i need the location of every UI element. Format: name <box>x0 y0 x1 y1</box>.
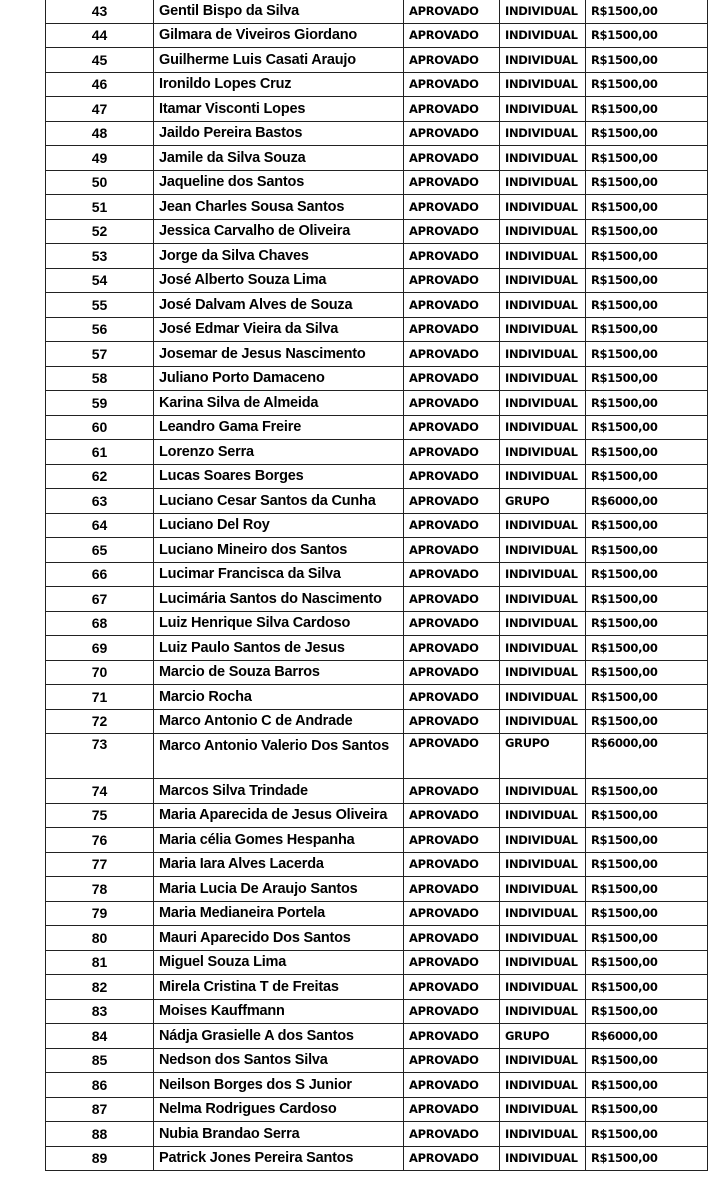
applicant-name: Maria Iara Alves Lacerda <box>154 852 404 877</box>
row-number: 75 <box>46 803 154 828</box>
category-cell: INDIVIDUAL <box>500 415 586 440</box>
applicant-name: Lorenzo Serra <box>154 440 404 465</box>
amount-cell: R$1500,00 <box>586 852 708 877</box>
table-row <box>46 23 708 48</box>
amount-cell: R$1500,00 <box>586 0 708 23</box>
category-cell: INDIVIDUAL <box>500 779 586 804</box>
amount-cell: R$1500,00 <box>586 999 708 1024</box>
table-row <box>46 1122 708 1147</box>
category-cell: INDIVIDUAL <box>500 852 586 877</box>
row-number: 45 <box>46 48 154 73</box>
amount-cell: R$1500,00 <box>586 709 708 734</box>
status-cell: APROVADO <box>404 342 500 367</box>
category-cell: INDIVIDUAL <box>500 587 586 612</box>
applicant-name: Maria Medianeira Portela <box>154 901 404 926</box>
amount-cell: R$1500,00 <box>586 72 708 97</box>
row-number: 80 <box>46 926 154 951</box>
table-row <box>46 538 708 563</box>
row-number: 86 <box>46 1073 154 1098</box>
applicant-name: José Alberto Souza Lima <box>154 268 404 293</box>
category-cell: INDIVIDUAL <box>500 999 586 1024</box>
amount-cell: R$1500,00 <box>586 415 708 440</box>
amount-cell: R$1500,00 <box>586 170 708 195</box>
amount-cell: R$6000,00 <box>586 1024 708 1049</box>
category-cell: INDIVIDUAL <box>500 219 586 244</box>
category-cell: INDIVIDUAL <box>500 440 586 465</box>
applicant-name: Maria Lucia De Araujo Santos <box>154 877 404 902</box>
applicant-name: Marcio Rocha <box>154 685 404 710</box>
row-number: 54 <box>46 268 154 293</box>
category-cell: INDIVIDUAL <box>500 660 586 685</box>
category-cell: INDIVIDUAL <box>500 828 586 853</box>
applicant-name: Itamar Visconti Lopes <box>154 97 404 122</box>
status-cell: APROVADO <box>404 779 500 804</box>
status-cell: APROVADO <box>404 877 500 902</box>
table-row <box>46 1048 708 1073</box>
status-cell: APROVADO <box>404 999 500 1024</box>
category-cell: INDIVIDUAL <box>500 685 586 710</box>
row-number: 74 <box>46 779 154 804</box>
category-cell: INDIVIDUAL <box>500 950 586 975</box>
status-cell: APROVADO <box>404 293 500 318</box>
applicant-name: Jaqueline dos Santos <box>154 170 404 195</box>
amount-cell: R$1500,00 <box>586 1048 708 1073</box>
status-cell: APROVADO <box>404 611 500 636</box>
amount-cell: R$1500,00 <box>586 317 708 342</box>
applicant-name: Patrick Jones Pereira Santos <box>154 1146 404 1171</box>
amount-cell: R$1500,00 <box>586 1097 708 1122</box>
status-cell: APROVADO <box>404 440 500 465</box>
amount-cell: R$1500,00 <box>586 121 708 146</box>
category-cell: INDIVIDUAL <box>500 48 586 73</box>
category-cell: INDIVIDUAL <box>500 1122 586 1147</box>
category-cell: INDIVIDUAL <box>500 636 586 661</box>
row-number: 64 <box>46 513 154 538</box>
table-row <box>46 926 708 951</box>
status-cell: APROVADO <box>404 146 500 171</box>
row-number: 60 <box>46 415 154 440</box>
applicant-name: Mauri Aparecido Dos Santos <box>154 926 404 951</box>
row-number: 76 <box>46 828 154 853</box>
table-row <box>46 877 708 902</box>
table-row <box>46 464 708 489</box>
amount-cell: R$1500,00 <box>586 636 708 661</box>
row-number: 78 <box>46 877 154 902</box>
status-cell: APROVADO <box>404 685 500 710</box>
status-cell: APROVADO <box>404 926 500 951</box>
amount-cell: R$1500,00 <box>586 268 708 293</box>
table-row <box>46 950 708 975</box>
row-number: 48 <box>46 121 154 146</box>
table-row <box>46 195 708 220</box>
row-number: 66 <box>46 562 154 587</box>
amount-cell: R$1500,00 <box>586 779 708 804</box>
table-row <box>46 146 708 171</box>
category-cell: INDIVIDUAL <box>500 195 586 220</box>
applicant-name: Nedson dos Santos Silva <box>154 1048 404 1073</box>
category-cell: INDIVIDUAL <box>500 513 586 538</box>
row-number: 55 <box>46 293 154 318</box>
table-row <box>46 513 708 538</box>
category-cell: INDIVIDUAL <box>500 538 586 563</box>
applicant-name: Gilmara de Viveiros Giordano <box>154 23 404 48</box>
applicant-name: Lucimar Francisca da Silva <box>154 562 404 587</box>
applicant-name: Marco Antonio Valerio Dos Santos <box>154 734 404 779</box>
applicant-name: Jessica Carvalho de Oliveira <box>154 219 404 244</box>
table-row <box>46 219 708 244</box>
amount-cell: R$1500,00 <box>586 1073 708 1098</box>
category-cell: INDIVIDUAL <box>500 342 586 367</box>
row-number: 84 <box>46 1024 154 1049</box>
table-row <box>46 489 708 514</box>
category-cell: INDIVIDUAL <box>500 975 586 1000</box>
category-cell: INDIVIDUAL <box>500 611 586 636</box>
applicant-name: Marco Antonio C de Andrade <box>154 709 404 734</box>
row-number: 46 <box>46 72 154 97</box>
status-cell: APROVADO <box>404 901 500 926</box>
category-cell: INDIVIDUAL <box>500 72 586 97</box>
status-cell: APROVADO <box>404 72 500 97</box>
status-cell: APROVADO <box>404 391 500 416</box>
row-number: 69 <box>46 636 154 661</box>
applicant-name: Moises Kauffmann <box>154 999 404 1024</box>
category-cell: INDIVIDUAL <box>500 464 586 489</box>
row-number: 67 <box>46 587 154 612</box>
table-row <box>46 901 708 926</box>
status-cell: APROVADO <box>404 513 500 538</box>
category-cell: GRUPO <box>500 489 586 514</box>
amount-cell: R$1500,00 <box>586 926 708 951</box>
category-cell: INDIVIDUAL <box>500 709 586 734</box>
category-cell: INDIVIDUAL <box>500 97 586 122</box>
table-row <box>46 342 708 367</box>
amount-cell: R$1500,00 <box>586 685 708 710</box>
table-row <box>46 268 708 293</box>
row-number: 73 <box>46 734 154 779</box>
status-cell: APROVADO <box>404 950 500 975</box>
status-cell: APROVADO <box>404 23 500 48</box>
category-cell: INDIVIDUAL <box>500 926 586 951</box>
row-number: 62 <box>46 464 154 489</box>
status-cell: APROVADO <box>404 268 500 293</box>
status-cell: APROVADO <box>404 170 500 195</box>
results-table-body <box>46 0 708 1171</box>
row-number: 50 <box>46 170 154 195</box>
amount-cell: R$1500,00 <box>586 587 708 612</box>
amount-cell: R$1500,00 <box>586 293 708 318</box>
amount-cell: R$1500,00 <box>586 828 708 853</box>
category-cell: INDIVIDUAL <box>500 562 586 587</box>
status-cell: APROVADO <box>404 121 500 146</box>
category-cell: INDIVIDUAL <box>500 317 586 342</box>
amount-cell: R$1500,00 <box>586 877 708 902</box>
amount-cell: R$1500,00 <box>586 195 708 220</box>
category-cell: INDIVIDUAL <box>500 268 586 293</box>
category-cell: INDIVIDUAL <box>500 293 586 318</box>
applicant-name: Neilson Borges dos S Junior <box>154 1073 404 1098</box>
applicant-name: Gentil Bispo da Silva <box>154 0 404 23</box>
status-cell: APROVADO <box>404 538 500 563</box>
status-cell: APROVADO <box>404 828 500 853</box>
row-number: 63 <box>46 489 154 514</box>
status-cell: APROVADO <box>404 803 500 828</box>
applicant-name: Jorge da Silva Chaves <box>154 244 404 269</box>
category-cell: INDIVIDUAL <box>500 1097 586 1122</box>
table-row <box>46 391 708 416</box>
row-number: 53 <box>46 244 154 269</box>
table-row <box>46 1073 708 1098</box>
row-number: 56 <box>46 317 154 342</box>
applicant-name: Luiz Henrique Silva Cardoso <box>154 611 404 636</box>
status-cell: APROVADO <box>404 1048 500 1073</box>
applicant-name: Miguel Souza Lima <box>154 950 404 975</box>
category-cell: INDIVIDUAL <box>500 146 586 171</box>
row-number: 71 <box>46 685 154 710</box>
amount-cell: R$1500,00 <box>586 562 708 587</box>
status-cell: APROVADO <box>404 317 500 342</box>
amount-cell: R$1500,00 <box>586 513 708 538</box>
table-row <box>46 562 708 587</box>
status-cell: APROVADO <box>404 852 500 877</box>
table-row <box>46 440 708 465</box>
category-cell: INDIVIDUAL <box>500 366 586 391</box>
table-row <box>46 1024 708 1049</box>
category-cell: INDIVIDUAL <box>500 121 586 146</box>
applicant-name: Ironildo Lopes Cruz <box>154 72 404 97</box>
applicant-name: Luciano Mineiro dos Santos <box>154 538 404 563</box>
row-number: 49 <box>46 146 154 171</box>
row-number: 65 <box>46 538 154 563</box>
row-number: 70 <box>46 660 154 685</box>
category-cell: INDIVIDUAL <box>500 391 586 416</box>
table-row <box>46 852 708 877</box>
table-row <box>46 48 708 73</box>
row-number: 44 <box>46 23 154 48</box>
table-row <box>46 685 708 710</box>
table-row <box>46 170 708 195</box>
table-row <box>46 1146 708 1171</box>
row-number: 85 <box>46 1048 154 1073</box>
applicant-name: Nelma Rodrigues Cardoso <box>154 1097 404 1122</box>
category-cell: GRUPO <box>500 1024 586 1049</box>
amount-cell: R$1500,00 <box>586 1146 708 1171</box>
table-row <box>46 72 708 97</box>
status-cell: APROVADO <box>404 244 500 269</box>
table-row <box>46 293 708 318</box>
amount-cell: R$1500,00 <box>586 146 708 171</box>
row-number: 59 <box>46 391 154 416</box>
category-cell: INDIVIDUAL <box>500 1073 586 1098</box>
applicant-name: Nádja Grasielle A dos Santos <box>154 1024 404 1049</box>
amount-cell: R$1500,00 <box>586 48 708 73</box>
category-cell: INDIVIDUAL <box>500 1146 586 1171</box>
applicant-name: José Edmar Vieira da Silva <box>154 317 404 342</box>
table-row <box>46 636 708 661</box>
table-row <box>46 587 708 612</box>
row-number: 88 <box>46 1122 154 1147</box>
amount-cell: R$1500,00 <box>586 97 708 122</box>
amount-cell: R$1500,00 <box>586 342 708 367</box>
table-row <box>46 366 708 391</box>
status-cell: APROVADO <box>404 415 500 440</box>
amount-cell: R$1500,00 <box>586 803 708 828</box>
status-cell: APROVADO <box>404 1024 500 1049</box>
applicant-name: Luiz Paulo Santos de Jesus <box>154 636 404 661</box>
status-cell: APROVADO <box>404 1073 500 1098</box>
status-cell: APROVADO <box>404 660 500 685</box>
amount-cell: R$1500,00 <box>586 219 708 244</box>
table-row <box>46 828 708 853</box>
results-table <box>45 0 708 1171</box>
table-row <box>46 709 708 734</box>
row-number: 68 <box>46 611 154 636</box>
applicant-name: Lucimária Santos do Nascimento <box>154 587 404 612</box>
row-number: 51 <box>46 195 154 220</box>
row-number: 58 <box>46 366 154 391</box>
applicant-name: Guilherme Luis Casati Araujo <box>154 48 404 73</box>
status-cell: APROVADO <box>404 48 500 73</box>
status-cell: APROVADO <box>404 97 500 122</box>
status-cell: APROVADO <box>404 1146 500 1171</box>
category-cell: INDIVIDUAL <box>500 901 586 926</box>
applicant-name: Luciano Cesar Santos da Cunha <box>154 489 404 514</box>
category-cell: INDIVIDUAL <box>500 1048 586 1073</box>
status-cell: APROVADO <box>404 587 500 612</box>
amount-cell: R$1500,00 <box>586 366 708 391</box>
category-cell: INDIVIDUAL <box>500 23 586 48</box>
amount-cell: R$1500,00 <box>586 538 708 563</box>
status-cell: APROVADO <box>404 366 500 391</box>
category-cell: INDIVIDUAL <box>500 244 586 269</box>
table-row <box>46 803 708 828</box>
table-row <box>46 734 708 779</box>
table-row <box>46 0 708 23</box>
status-cell: APROVADO <box>404 709 500 734</box>
applicant-name: José Dalvam Alves de Souza <box>154 293 404 318</box>
applicant-name: Maria célia Gomes Hespanha <box>154 828 404 853</box>
amount-cell: R$1500,00 <box>586 611 708 636</box>
amount-cell: R$1500,00 <box>586 660 708 685</box>
applicant-name: Leandro Gama Freire <box>154 415 404 440</box>
amount-cell: R$1500,00 <box>586 440 708 465</box>
status-cell: APROVADO <box>404 1097 500 1122</box>
amount-cell: R$1500,00 <box>586 901 708 926</box>
table-row <box>46 97 708 122</box>
status-cell: APROVADO <box>404 562 500 587</box>
table-row <box>46 779 708 804</box>
applicant-name: Maria Aparecida de Jesus Oliveira <box>154 803 404 828</box>
row-number: 61 <box>46 440 154 465</box>
amount-cell: R$1500,00 <box>586 1122 708 1147</box>
row-number: 87 <box>46 1097 154 1122</box>
row-number: 89 <box>46 1146 154 1171</box>
table-row <box>46 975 708 1000</box>
row-number: 43 <box>46 0 154 23</box>
applicant-name: Jean Charles Sousa Santos <box>154 195 404 220</box>
row-number: 82 <box>46 975 154 1000</box>
category-cell: GRUPO <box>500 734 586 779</box>
amount-cell: R$1500,00 <box>586 975 708 1000</box>
table-row <box>46 611 708 636</box>
category-cell: INDIVIDUAL <box>500 0 586 23</box>
amount-cell: R$1500,00 <box>586 950 708 975</box>
row-number: 57 <box>46 342 154 367</box>
status-cell: APROVADO <box>404 219 500 244</box>
status-cell: APROVADO <box>404 489 500 514</box>
applicant-name: Luciano Del Roy <box>154 513 404 538</box>
applicant-name: Josemar de Jesus Nascimento <box>154 342 404 367</box>
row-number: 72 <box>46 709 154 734</box>
amount-cell: R$1500,00 <box>586 244 708 269</box>
applicant-name: Mirela Cristina T de Freitas <box>154 975 404 1000</box>
applicant-name: Jaildo Pereira Bastos <box>154 121 404 146</box>
category-cell: INDIVIDUAL <box>500 803 586 828</box>
applicant-name: Marcio de Souza Barros <box>154 660 404 685</box>
status-cell: APROVADO <box>404 1122 500 1147</box>
table-row <box>46 317 708 342</box>
table-row <box>46 121 708 146</box>
applicant-name: Jamile da Silva Souza <box>154 146 404 171</box>
amount-cell: R$1500,00 <box>586 23 708 48</box>
status-cell: APROVADO <box>404 636 500 661</box>
amount-cell: R$1500,00 <box>586 391 708 416</box>
table-row <box>46 244 708 269</box>
row-number: 81 <box>46 950 154 975</box>
applicant-name: Lucas Soares Borges <box>154 464 404 489</box>
amount-cell: R$1500,00 <box>586 464 708 489</box>
status-cell: APROVADO <box>404 464 500 489</box>
status-cell: APROVADO <box>404 195 500 220</box>
applicant-name: Juliano Porto Damaceno <box>154 366 404 391</box>
status-cell: APROVADO <box>404 0 500 23</box>
table-row <box>46 660 708 685</box>
amount-cell: R$6000,00 <box>586 734 708 779</box>
status-cell: APROVADO <box>404 975 500 1000</box>
applicant-name: Karina Silva de Almeida <box>154 391 404 416</box>
row-number: 47 <box>46 97 154 122</box>
table-row <box>46 415 708 440</box>
row-number: 52 <box>46 219 154 244</box>
row-number: 79 <box>46 901 154 926</box>
table-row <box>46 1097 708 1122</box>
applicant-name: Nubia Brandao Serra <box>154 1122 404 1147</box>
row-number: 77 <box>46 852 154 877</box>
status-cell: APROVADO <box>404 734 500 779</box>
table-row <box>46 999 708 1024</box>
amount-cell: R$6000,00 <box>586 489 708 514</box>
applicant-name: Marcos Silva Trindade <box>154 779 404 804</box>
category-cell: INDIVIDUAL <box>500 877 586 902</box>
category-cell: INDIVIDUAL <box>500 170 586 195</box>
row-number: 83 <box>46 999 154 1024</box>
